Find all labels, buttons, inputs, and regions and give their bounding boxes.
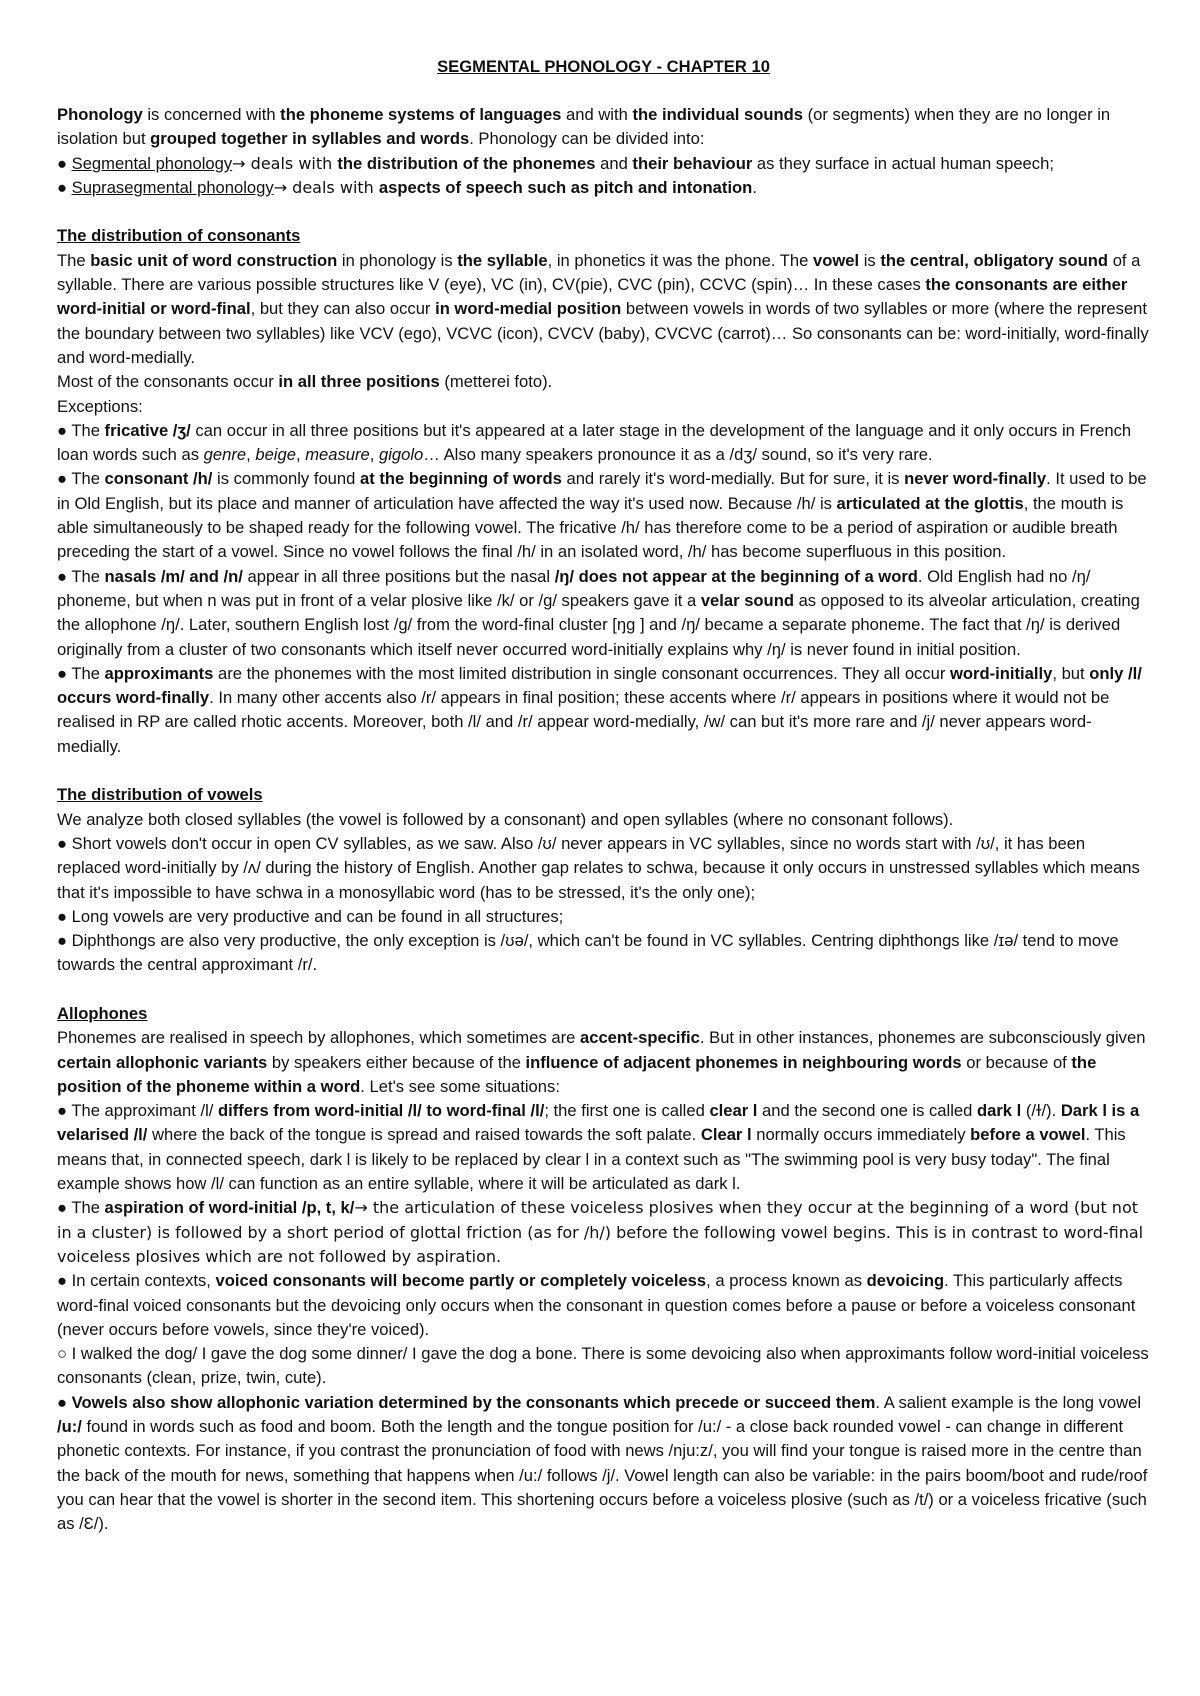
text-bold: in all three positions [278, 372, 440, 392]
consonants-paragraph [57, 249, 1150, 370]
text: of a syllable. There are various possible structures like V (eye), VC (in), CV(pie), CVC (pin), CCVC (spin)… In these cases [57, 250, 1141, 295]
text: ● The approximant /l/ [57, 1101, 218, 1121]
text: , [295, 445, 306, 465]
vowels-bullet-diphthongs: ● Diphthongs are also very productive, the only exception is /ʊə/, which can't be found in VC syllables. Centring diphthongs like /ɪə/ tend to move towards the central approximant /r/. [57, 931, 1119, 975]
text: … Also many speakers pronounce it as a /dʒ/ sound, so it's very rare. [423, 445, 933, 465]
text: . Old English had no /ŋ/ phoneme, but when n was put in front of a velar plosive like /k/ or /g/ speakers gave it a [57, 566, 1091, 610]
allophone-dark-l [57, 1099, 1150, 1196]
text: is concerned with [142, 105, 281, 124]
text-bold: velar sound [700, 590, 794, 610]
text: and [595, 153, 633, 173]
text: (/ɫ/). [1021, 1101, 1061, 1121]
text: or because of [961, 1052, 1072, 1072]
text-bold: at the beginning of words [359, 469, 562, 489]
text-bold: accent-specific [580, 1028, 700, 1048]
text: , [369, 445, 379, 465]
text: ● The [57, 420, 105, 440]
text-bold: devoicing [866, 1271, 945, 1291]
arrow-text: → deals with [232, 153, 338, 173]
text: as opposed to its alveolar articulation, creating the allophone /ŋ/. Later, southern English lost /g/ from the word-final cluster [ŋg ] and /ŋ/ became a separate phoneme. The fact that /ŋ/ is derived originally from a cluster of two consonants which itself never occurred word-initially explains why /ŋ/ is never found in initial position. [57, 590, 1140, 659]
text: (metterei foto). [439, 372, 553, 392]
consonants-positions [57, 370, 1150, 394]
text-bold: in word-medial position [435, 299, 622, 319]
text-bold: approximants [104, 663, 214, 683]
exception-nasals [57, 565, 1150, 662]
exception-h [57, 467, 1150, 564]
allophone-vowel-variation [57, 1391, 1150, 1537]
text: . Phonology can be divided into: [469, 129, 705, 149]
text: . Let's see some situations: [360, 1076, 560, 1096]
allophones-paragraph [57, 1026, 1150, 1099]
text: are the phonemes with the most limited distribution in single consonant occurrences. They all occur [213, 663, 951, 683]
text: , [246, 445, 256, 465]
term-underlined: Segmental phonology [71, 153, 233, 173]
text-bold: consonant /h/ [104, 469, 213, 489]
text: ● The [57, 469, 105, 489]
intro-bullet-segmental [57, 152, 1150, 176]
text: (or segments) when they are no longer in isolation but [57, 105, 1111, 149]
text: , a process known as [706, 1271, 867, 1291]
text-bold: only /l/ occurs word-finally [57, 663, 1142, 708]
text: ● [57, 1392, 72, 1412]
section-heading-vowels: The distribution of vowels [57, 785, 263, 805]
text-bold: word-initially [950, 663, 1053, 683]
text: . [752, 177, 757, 197]
devoicing-example: ○ I walked the dog/ I gave the dog some dinner/ I gave the dog a bone. There is some devoicing also when approximants follow word-initial voiceless consonants (clean, prize, twin, cute). [57, 1344, 1149, 1388]
text-italic: genre [203, 445, 247, 465]
text-bold: nasals /m/ and /n/ [104, 566, 243, 586]
text-bold: the syllable [457, 250, 548, 270]
text: Phonemes are realised in speech by allophones, which sometimes are [57, 1028, 580, 1048]
vowels-bullet-long: ● Long vowels are very productive and can be found in all structures; [57, 906, 564, 926]
spacer [57, 200, 1150, 224]
text: between vowels in words of two syllables or more (where the represent the boundary between two syllables) like VCV (ego), VCVC (icon), CVCV (baby), CVCVC (carrot)… So consonants can be: word-initially, word-finally and word-medially. [57, 299, 1149, 367]
exceptions-label: Exceptions: [57, 396, 143, 416]
text-bold: dark l [976, 1101, 1022, 1121]
exception-zh [57, 419, 1150, 468]
text: in phonology is [337, 250, 458, 270]
text-bold: Phonology [57, 105, 143, 124]
text: , but they can also occur [250, 299, 436, 319]
text: appear in all three positions but the nasal [242, 566, 555, 586]
text: , the mouth is able simultaneously to be shaped ready for the following vowel. The fricative /h/ has therefore come to be a period of aspiration or audible breath preceding the start of a vowel. Since no vowel follows the final /h/ in an isolated word, /h/ has become superfluous in this position. [57, 493, 1124, 562]
text: . In many other accents also /r/ appears in final position; these accents where /r/ appears in positions where it would not be realised in RP are called rhotic accents. Moreover, both /l/ and /r/ appear word-medially, /w/ can but it's more rare and /j/ never appears word-medially. [57, 688, 1110, 756]
text-bold: Vowels also show allophonic variation determined by the consonants which precede or succeed them [71, 1392, 876, 1412]
intro-bullet-suprasegmental [57, 176, 1150, 200]
section-heading-allophones: Allophones [57, 1003, 148, 1023]
text-italic: measure [305, 445, 370, 465]
text: as they surface in actual human speech; [752, 153, 1054, 173]
text-bold: differs from word-initial /l/ to word-final /l/ [217, 1101, 545, 1121]
bullet: ● [57, 177, 72, 197]
text-bold: vowel [813, 250, 860, 270]
text-bold: the individual sounds [632, 105, 804, 124]
bullet: ● [57, 153, 72, 173]
text: , in phonetics it was the phone. The [547, 250, 813, 270]
text: where the back of the tongue is spread and raised towards the soft palate. [147, 1125, 701, 1145]
text: is commonly found [212, 469, 360, 489]
text-bold: the distribution of the phonemes [337, 153, 596, 173]
intro-paragraph [57, 103, 1150, 152]
text: found in words such as food and boom. Both the length and the tongue position for /u:/ - a close back rounded vowel - can change in different phonetic contexts. For instance, if you contrast the pronunciation of food with news /nju:z/, you will find your tongue is raised more in the centre than the back of the mouth for news, something that happens when /u:/ follows /j/. Vowel length can also be variable: in the pairs boom/boot and rude/roof you can hear that the vowel is shorter in the second item. This shortening occurs before a voiceless plosive (such as /t/) or a voiceless fricative (such as /Ɛ/). [57, 1417, 1148, 1534]
text: normally occurs immediately [751, 1125, 971, 1145]
text: . This particularly affects word-final voiced consonants but the devoicing only occurs when the consonant in question comes before a pause or before a voiceless consonant (never occurs before vowels, since they're voiced). [57, 1271, 1136, 1339]
text: can occur in all three positions but it's appeared at a later stage in the development of the language and it only occurs in French loan words such as [57, 420, 1132, 465]
vowels-bullet-short: ● Short vowels don't occur in open CV syllables, as we saw. Also /ʊ/ never appears in VC syllables, since no words start with /ʊ/, it has been replaced word-initially by /ʌ/ during the history of English. Another gap relates to schwa, because it only occurs in unstressed syllables which means that it's impossible to have schwa in a monosyllabic word (has to be stressed, it's the only one); [57, 833, 1140, 902]
term-underlined: Suprasegmental phonology [71, 177, 274, 197]
text: . A salient example is the long vowel [875, 1392, 1142, 1412]
text-bold: the phoneme systems of languages [280, 105, 562, 124]
exception-approximants [57, 662, 1150, 759]
text-bold: the central, obligatory sound [880, 250, 1109, 270]
text: . It used to be in Old English, but its place and manner of articulation have affected the way it's used now. Because /h/ is [57, 469, 1147, 513]
text-bold: /u:/ [57, 1417, 82, 1437]
text-bold: voiced consonants will become partly or completely voiceless [215, 1271, 707, 1291]
text-bold: the position of the phoneme within a word [57, 1052, 1097, 1096]
text-bold: fricative /ʒ/ [104, 420, 191, 440]
text-bold: articulated at the glottis [836, 493, 1024, 513]
text-bold: grouped together in syllables and words [150, 129, 470, 149]
text: Most of the consonants occur [57, 372, 279, 392]
arrow-text: → deals with [273, 177, 379, 197]
text: ● The [57, 566, 105, 586]
text: ● In certain contexts, [57, 1271, 216, 1291]
text-bold: Dark l is a velarised /l/ [57, 1101, 1140, 1145]
section-heading-consonants: The distribution of consonants [57, 226, 301, 246]
text-bold: the consonants are either word-initial or word-final [57, 275, 1128, 319]
text: and rarely it's word-medially. But for sure, it is [561, 469, 905, 489]
text-bold: aspiration of word-initial /p, t, k/ [104, 1198, 355, 1218]
text-bold: never word-finally [904, 469, 1047, 489]
text: is [859, 250, 881, 270]
arrow-text: → the articulation of these voiceless plosives when they occur at the beginning of a word (but not in a cluster) is followed by a short period of glottal friction (as for /h/) before the following vowel begins. This is in contrast to word-final voiceless plosives which are not followed by aspiration. [57, 1198, 1144, 1266]
allophone-devoicing [57, 1269, 1150, 1342]
text-bold: their behaviour [632, 153, 753, 173]
text-bold: before a vowel [970, 1125, 1086, 1145]
spacer [57, 759, 1150, 783]
text: . This means that, in connected speech, dark l is likely to be replaced by clear l in a context such as "The swimming pool is very busy today". The final example shows how /l/ can function as an entire syllable, where it will be articulated as dark l. [57, 1125, 1126, 1194]
text-italic: beige [255, 445, 296, 465]
text: . But in other instances, phonemes are subconsciously given [699, 1028, 1146, 1048]
text: ● The [57, 1198, 105, 1218]
text-bold: influence of adjacent phonemes in neighbouring words [525, 1052, 962, 1072]
text: ; the first one is called [544, 1101, 710, 1121]
allophone-aspiration [57, 1196, 1150, 1269]
text: and the second one is called [757, 1101, 977, 1121]
text: by speakers either because of the [267, 1052, 526, 1072]
text: The [57, 250, 91, 270]
text-bold: aspects of speech such as pitch and intonation [378, 177, 753, 197]
vowels-paragraph: We analyze both closed syllables (the vowel is followed by a consonant) and open syllables (where no consonant follows). [57, 809, 954, 829]
text-bold: clear l [709, 1101, 758, 1121]
text-bold: Clear l [700, 1125, 752, 1145]
text-bold: certain allophonic variants [57, 1052, 268, 1072]
text-bold: /ŋ/ does not appear at the beginning of a word [554, 566, 918, 586]
text: and with [561, 105, 633, 124]
text-bold: basic unit of word construction [90, 250, 338, 270]
text: , but [1052, 663, 1090, 683]
text: ● The [57, 663, 105, 683]
text-italic: gigolo [378, 445, 424, 465]
page-title: SEGMENTAL PHONOLOGY - CHAPTER 10 [437, 57, 770, 76]
spacer [57, 978, 1150, 1002]
